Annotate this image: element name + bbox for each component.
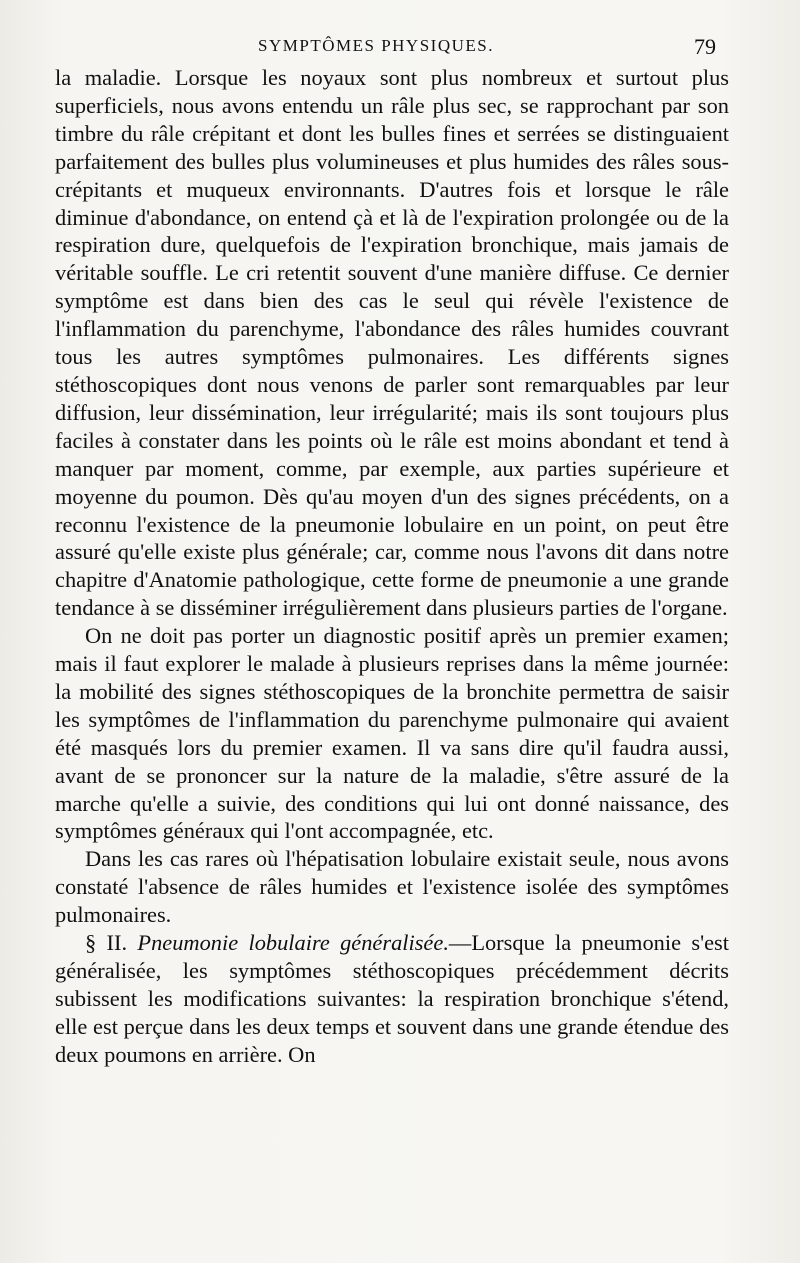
paragraph-1: la maladie. Lorsque les noyaux sont plus nombreux et surtout plus superficiels, nous avons entendu un râle plus sec, se rapprochant par son timbre du râle crépitant et dont les bulles fines et serrées se distinguaient parfaitement des bulles plus volumineuses et plus humides des râles sous-crépitants et muqueux environnants. D'autres fois et lorsque le râle diminue d'abondance, on entend çà et là de l'expiration prolongée ou de la respiration dure, quelquefois de l'expiration bronchique, mais jamais de véritable souffle. Le cri retentit souvent d'une manière diffuse. Ce dernier symptôme est dans bien des cas le seul qui révèle l'existence de l'inflammation du parenchyme, l'abondance des râles humides couvrant tous les autres symptômes pulmonaires. Les différents signes stéthoscopiques dont nous venons de parler sont remarquables par leur diffusion, leur dissémination, leur irrégularité; mais ils sont toujours plus faciles à constater dans les points où le râle est moins abondant et tend à manquer par moment, comme, par exemple, aux parties supérieure et moyenne du poumon. Dès qu'au moyen d'un des signes précédents, on a reconnu l'existence de la pneumonie lobulaire en un point, on peut être assuré qu'elle existe plus générale; car, comme nous l'avons dit dans notre chapitre d'Anatomie pathologique, cette forme de pneumonie a une grande tendance à se disséminer irrégulièrement dans plusieurs parties de l'organe. [55,65,729,621]
section-text: —Lorsque la pneumonie s'est généralisée, les symptômes stéthoscopiques précédemment décrits subissent les modifications suivantes: la respiration bronchique s'étend, elle est perçue dans les deux temps et souvent dans une grande étendue des deux poumons en arrière. On [55,930,729,1067]
section-title: Pneumonie lobulaire généralisée. [137,930,449,956]
paragraph-3: Dans les cas rares où l'hépatisation lobulaire existait seule, nous avons constaté l'absence de râles humides et l'existence isolée des symptômes pulmonaires. [55,846,729,928]
section-number: § II. [85,930,128,956]
body-text [55,64,729,1069]
page-number: 79 [694,34,716,59]
running-head [56,34,716,60]
section-paragraph [55,929,729,1069]
running-title: SYMPTÔMES PHYSIQUES. [258,36,494,55]
paragraph-2: On ne doit pas porter un diagnostic positif après un premier examen; mais il faut explorer le malade à plusieurs reprises dans la même journée: la mobilité des signes stéthoscopiques de la bronchite permettra de saisir les symptômes de l'inflammation du parenchyme pulmonaire qui avaient été masqués lors du premier examen. Il va sans dire qu'il faudra aussi, avant de se prononcer sur la nature de la maladie, s'être assuré de la marche qu'elle a suivie, des conditions qui lui ont donné naissance, des symptômes généraux qui l'ont accompagnée, etc. [55,623,729,844]
